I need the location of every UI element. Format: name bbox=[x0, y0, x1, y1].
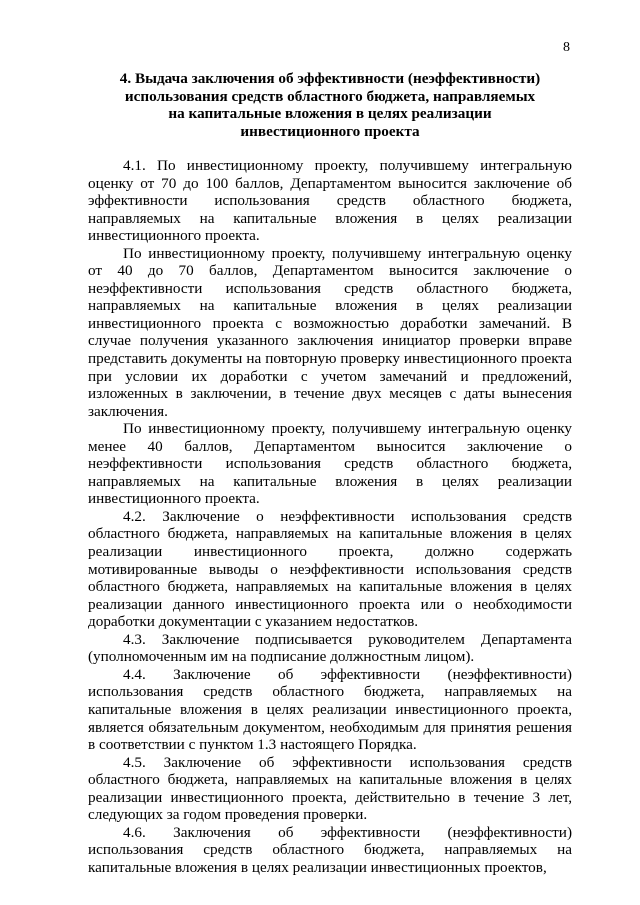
paragraph-4-6: 4.6. Заключения об эффективности (неэффективности) использования средств областного бюджета, направляемых на капитальные вложения в целях реализации инвестиционных проектов, bbox=[88, 823, 572, 876]
heading-line: 4. Выдача заключения об эффективности (неэффективности) bbox=[119, 70, 541, 87]
paragraph-4-1-b: По инвестиционному проекту, получившему интегральную оценку от 40 до 70 баллов, Департаментом выносится заключение о неэффективности использования средств областного бюджета, направляемых на капитальные вложения в целях реализации инвестиционного проекта с возможностью доработки замечаний. В случае получения указанного заключения инициатор проверки вправе представить документы на повторную проверку инвестиционного проекта при условии их доработки с учетом замечаний и предложений, изложенных в заключении, в течение двух месяцев с даты вынесения заключения. bbox=[88, 244, 572, 420]
section-heading bbox=[88, 70, 572, 140]
paragraph-4-1: 4.1. По инвестиционному проекту, получившему интегральную оценку от 70 до 100 баллов, Департаментом выносится заключение об эффективности использования средств областного бюджета, направляемых на капитальные вложения в целях реализации инвестиционного проекта. bbox=[88, 157, 572, 245]
document-body bbox=[88, 157, 572, 876]
paragraph-4-5: 4.5. Заключение об эффективности использования средств областного бюджета, направляемых на капитальные вложения в целях реализации инвестиционного проекта, действительно в течение 3 лет, следующих за годом проведения проверки. bbox=[88, 753, 572, 824]
heading-line: на капитальные вложения в целях реализации bbox=[168, 105, 492, 122]
paragraph-4-3: 4.3. Заключение подписывается руководителем Департамента (уполномоченным им на подписание должностным лицом). bbox=[88, 630, 572, 666]
paragraph-4-2: 4.2. Заключение о неэффективности использования средств областного бюджета, направляемых на капитальные вложения в целях реализации инвестиционного проекта, должно содержать мотивированные выводы о неэффективности использования средств областного бюджета, направляемых на капитальные вложения в целях реализации данного инвестиционного проекта или о необходимости доработки документации с указанием недостатков. bbox=[88, 507, 572, 631]
page-number: 8 bbox=[563, 40, 570, 55]
heading-line: использования средств областного бюджета, направляемых bbox=[124, 87, 536, 105]
paragraph-4-1-c: По инвестиционному проекту, получившему интегральную оценку менее 40 баллов, Департаментом выносится заключение о неэффективности использования средств областного бюджета, направляемых на капитальные вложения в целях реализации инвестиционного проекта. bbox=[88, 420, 572, 508]
heading-line: инвестиционного проекта bbox=[240, 122, 420, 140]
paragraph-4-4: 4.4. Заключение об эффективности (неэффективности) использования средств областного бюджета, направляемых на капитальные вложения в целях реализации инвестиционного проекта, является обязательным документом, необходимым для принятия решения в соответствии с пунктом 1.3 настоящего Порядка. bbox=[88, 665, 572, 754]
